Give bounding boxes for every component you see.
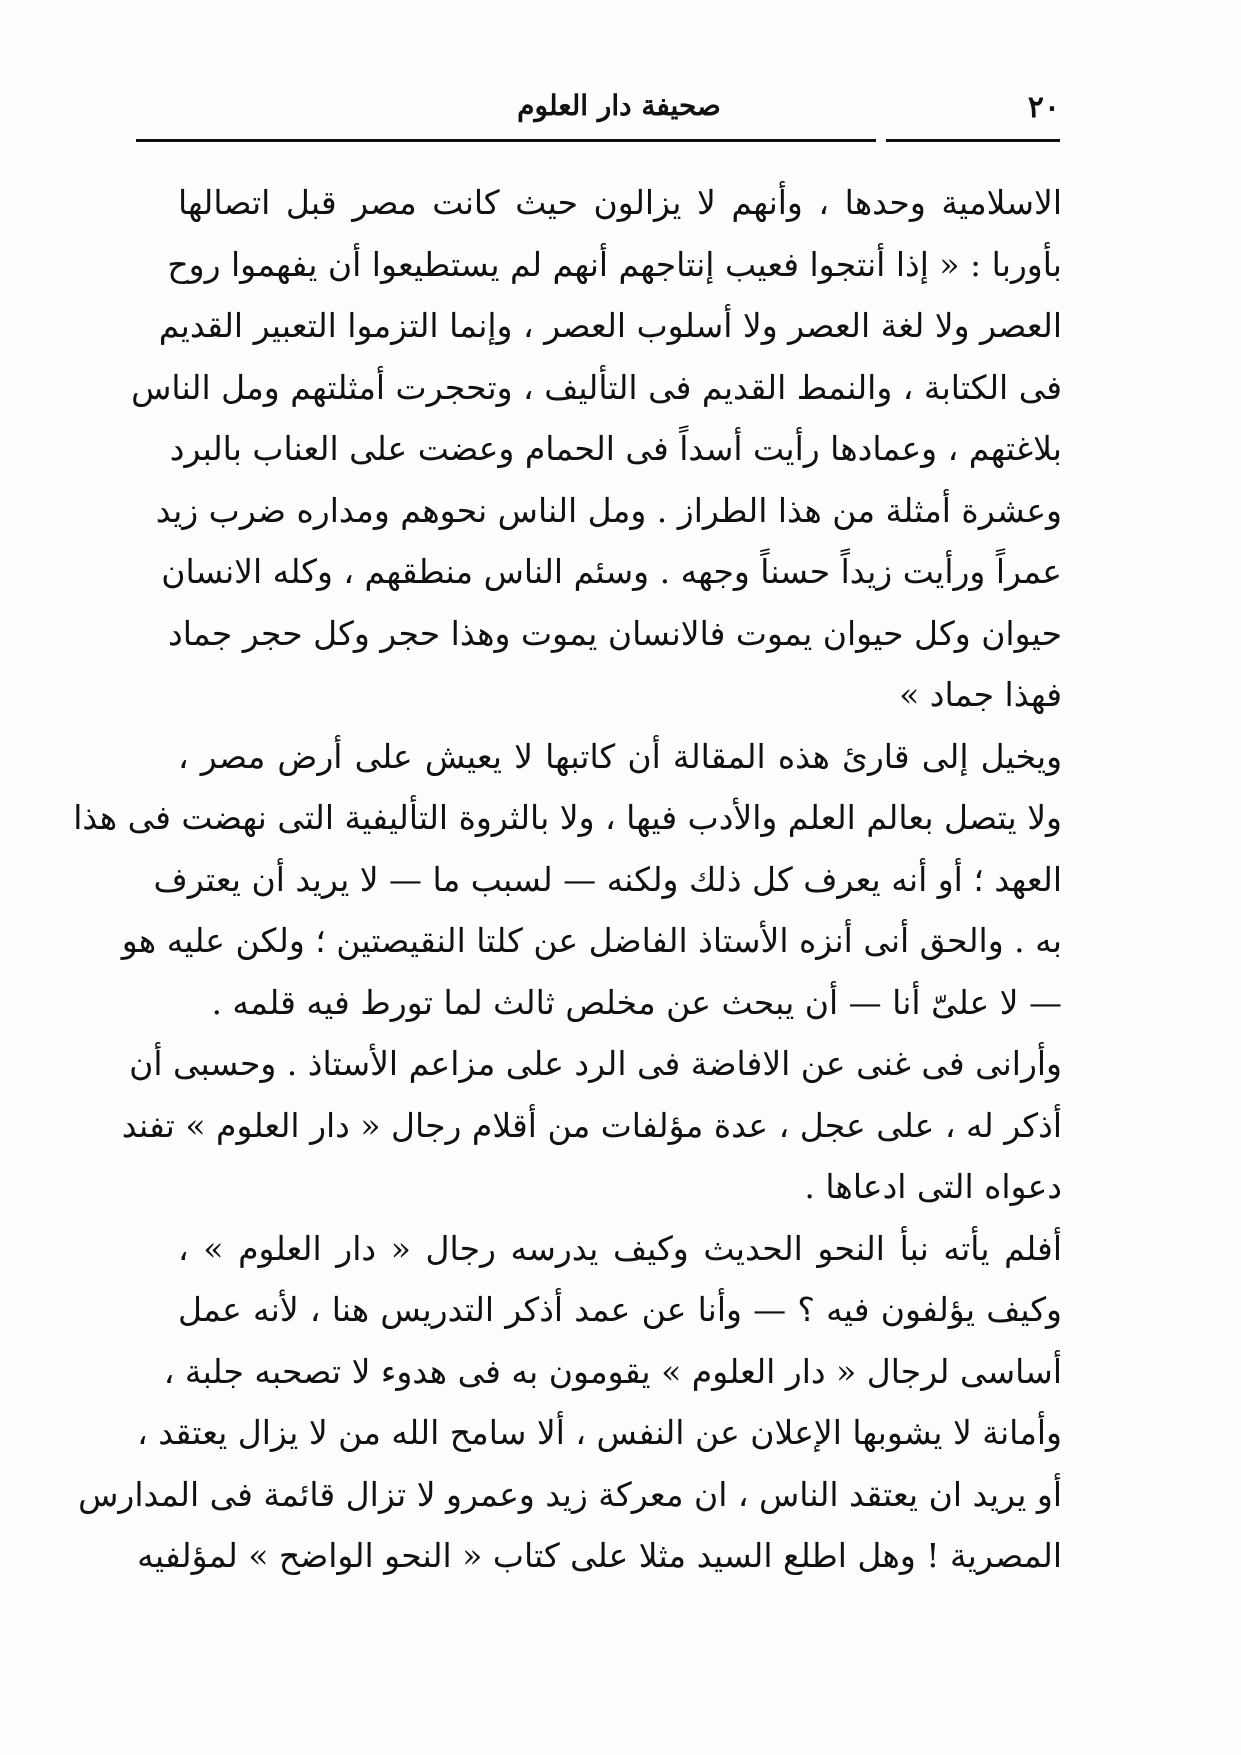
text-line: العهد ؛ أو أنه يعرف كل ذلك ولكنه — لسبب ما — لا يريد أن يعترف <box>153 859 1062 899</box>
body-text <box>73 172 1062 1587</box>
header-rule <box>136 139 876 142</box>
header-rule <box>886 139 1060 142</box>
text-line: أفلم يأته نبأ النحو الحديث وكيف يدرسه رجال « دار العلوم » ، <box>178 1228 1062 1268</box>
page-header <box>178 82 1060 132</box>
text-line: — لا علىّ أنا — أن يبحث عن مخلص ثالث لما تورط فيه قلمه . <box>211 982 1062 1022</box>
text-line: الاسلامية وحدها ، وأنهم لا يزالون حيث كانت مصر قبل اتصالها <box>178 183 1062 222</box>
text-line: بلاغتهم ، وعمادها رأيت أسداً فى الحمام وعضت على العناب بالبرد <box>169 429 1062 468</box>
text-line: دعواه التى ادعاها . <box>804 1167 1062 1206</box>
text-line: أو يريد ان يعتقد الناس ، ان معركة زيد وعمرو لا تزال قائمة فى المدارس <box>78 1474 1062 1514</box>
text-line: وكيف يؤلفون فيه ؟ — وأنا عن عمد أذكر التدريس هنا ، لأنه عمل <box>178 1290 1062 1329</box>
text-line: أساسى لرجال « دار العلوم » يقومون به فى هدوء لا تصحبه جلبة ، <box>163 1351 1062 1391</box>
text-line: وأمانة لا يشوبها الإعلان عن النفس ، ألا سامح الله من لا يزال يعتقد ، <box>137 1413 1062 1452</box>
text-line: فهذا جماد » <box>899 675 1062 714</box>
text-line: به . والحق أنى أنزه الأستاذ الفاضل عن كلتا النقيصتين ؛ ولكن عليه هو <box>121 921 1062 960</box>
text-line: وعشرة أمثلة من هذا الطراز . ومل الناس نحوهم ومداره ضرب زيد <box>155 490 1062 530</box>
text-line: فى الكتابة ، والنمط القديم فى التأليف ، وتحجرت أمثلتهم ومل الناس <box>131 367 1062 407</box>
text-line: بأوربا : « إذا أنتجوا فعيب إنتاجهم أنهم لم يستطيعوا أن يفهموا روح <box>167 244 1062 284</box>
running-title: صحيفة دار العلوم <box>517 89 721 122</box>
text-line: العصر ولا لغة العصر ولا أسلوب العصر ، وإنما التزموا التعبير القديم <box>158 306 1062 345</box>
text-line: وأرانى فى غنى عن الافاضة فى الرد على مزاعم الأستاذ . وحسبى أن <box>129 1044 1062 1083</box>
text-line: حيوان وكل حيوان يموت فالانسان يموت وهذا حجر وكل حجر جماد <box>168 613 1062 653</box>
text-line: ولا يتصل بعالم العلم والأدب فيها ، ولا بالثروة التأليفية التى نهضت فى هذا <box>73 798 1062 837</box>
text-line: عمراً ورأيت زيداً حسناً وجهه . وسئم الناس منطقهم ، وكله الانسان <box>161 552 1062 591</box>
text-line: ويخيل إلى قارئ هذه المقالة أن كاتبها لا يعيش على أرض مصر ، <box>178 736 1062 776</box>
text-line: أذكر له ، على عجل ، عدة مؤلفات من أقلام رجال « دار العلوم » تفند <box>121 1105 1062 1145</box>
text-line: المصرية ! وهل اطلع السيد مثلا على كتاب « النحو الواضح » لمؤلفيه <box>137 1536 1062 1575</box>
page-number: ٢٠ <box>1027 90 1060 125</box>
